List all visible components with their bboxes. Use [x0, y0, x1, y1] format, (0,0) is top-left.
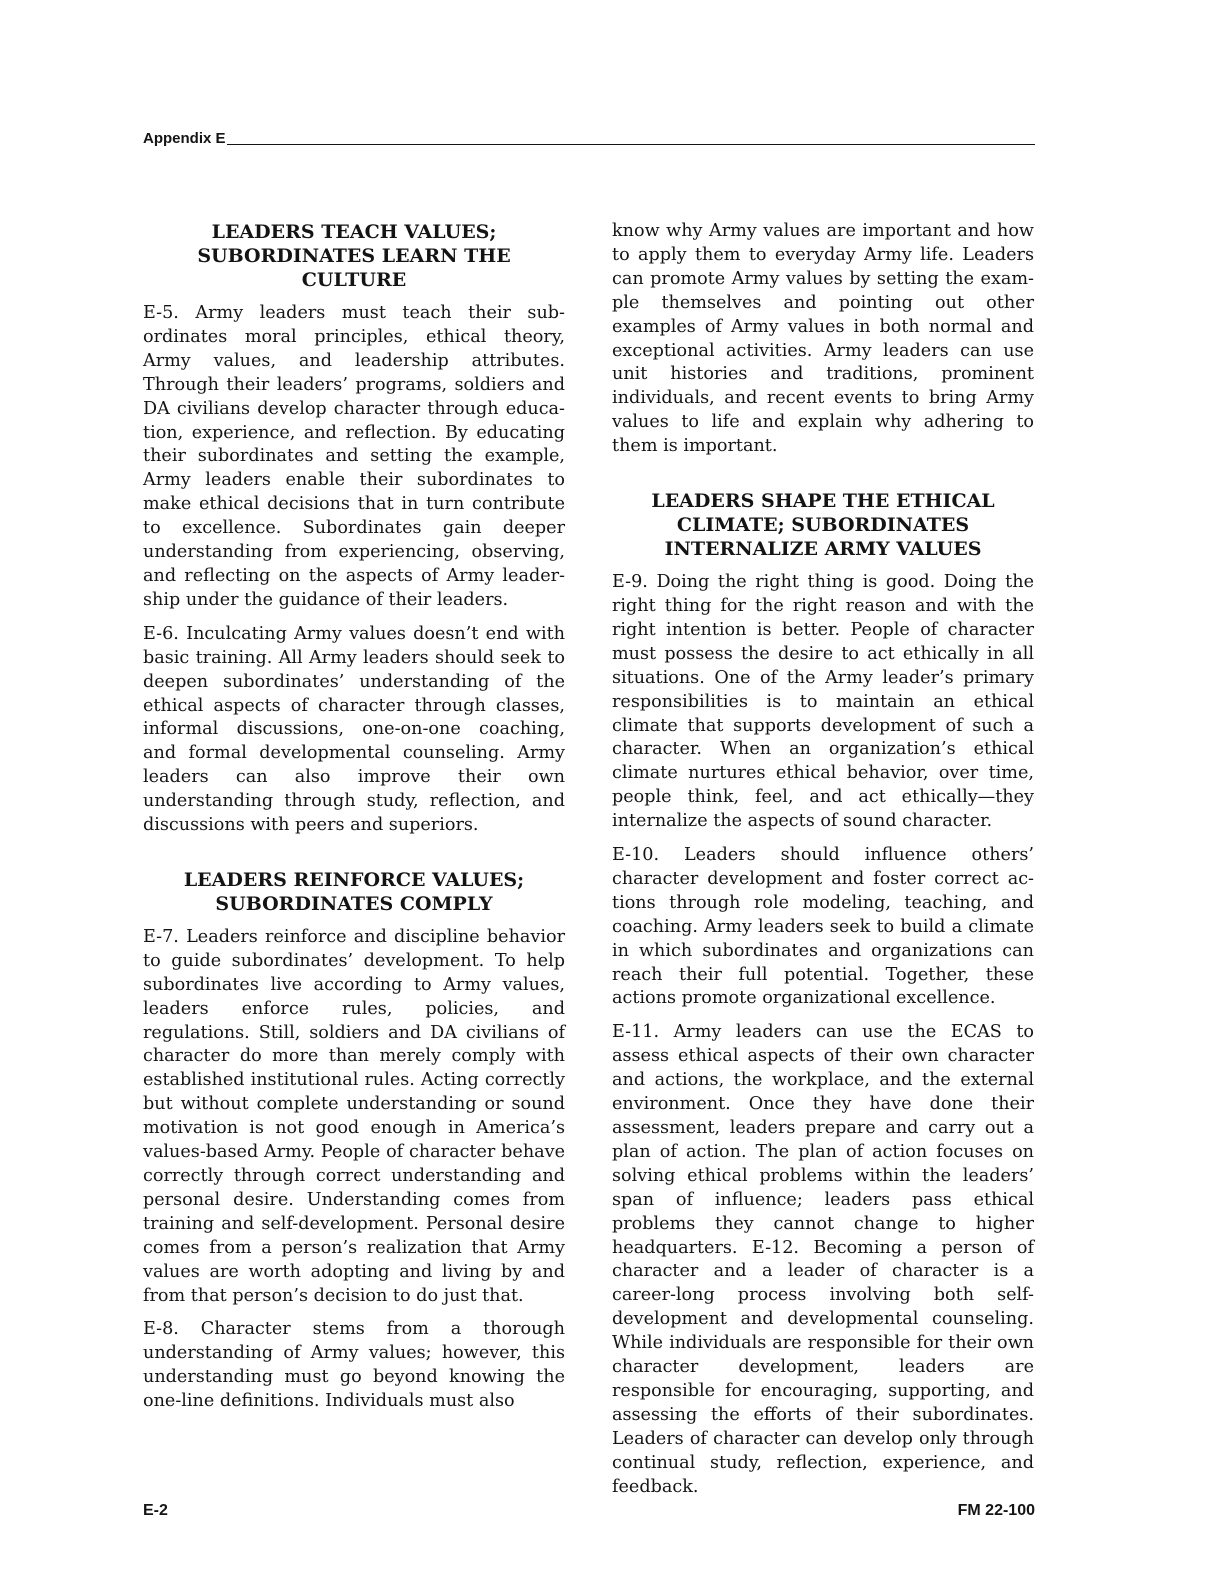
heading-line: CULTURE: [301, 269, 407, 291]
paragraph-e8: E-8. Character stems from a thorough understanding of Army values; however, this understanding must go beyond knowing the one-line definitions. Individuals must also: [143, 1319, 565, 1412]
page-number: E-2: [143, 1502, 168, 1519]
manual-id: FM 22-100: [957, 1502, 1035, 1519]
heading-line: INTERNALIZE ARMY VALUES: [664, 538, 982, 561]
paragraph-e6: E-6. Inculcating Army values doesn’t end with basic training. All Army leaders should seek to deepen subordinates’ understanding of the ethical aspects of character through classes, informal discussions, one-on-one coaching, and formal developmental counseling. Army leaders can also improve their own understanding through study, reflection, and discussions with peers and superiors.: [143, 623, 565, 836]
right-column: [612, 220, 1034, 1510]
left-column: [143, 220, 565, 1424]
appendix-label: Appendix E: [143, 130, 226, 147]
paragraph-e11: E-11. Army leaders can use the ECAS to assess ethical aspects of their own character and actions, the workplace, and the external environment. Once they have done their assessment, leaders prepare and carry out a plan of action. The plan of action focuses on solving ethical problems within the leaders’ span of influence; leaders pass ethical problems they cannot change to higher headquarters. E-12. Becoming a person of character and a leader of character is a career-long process involving both self-development and developmental counseling. While individuals are responsible for their own character development, leaders are responsible for encouraging, supporting, and assessing the efforts of their subordinates. Leaders of character can develop only through continual study, reflection, experience, and feedback.: [612, 1022, 1034, 1497]
page-footer: [143, 1502, 1035, 1522]
paragraph-e8-continued: know why Army values are important and how to apply them to everyday Army life. Leaders can promote Army values by setting the example themselves and pointing out other examples of Army values in both normal and exceptional activities. Army leaders can use unit histories and traditions, prominent individuals, and recent events to bring Army values to life and explain why adhering to them is important.: [612, 221, 1034, 457]
paragraph-e9: E-9. Doing the right thing is good. Doing the right thing for the right reason and with the right intention is better. People of character must possess the desire to act ethically in all situations. One of the Army leader’s primary responsibilities is to maintain an ethical climate that supports development of such a character. When an organization’s ethical climate nurtures ethical behavior, over time, people think, feel, and act ethically—they internalize the aspects of sound character.: [612, 572, 1034, 832]
paragraph-e10: E-10. Leaders should influence others’ character development and foster correct actions through role modeling, teaching, and coaching. Army leaders seek to build a climate in which subordinates and organizations can reach their full potential. Together, these actions promote organizational excellence.: [612, 845, 1034, 1009]
section-heading-ethical-climate: [612, 489, 1034, 561]
section-heading-teach-values: [143, 220, 565, 292]
paragraph-e5: E-5. Army leaders must teach their subordinates moral principles, ethical theory, Army values, and leadership attributes. Through their leaders’ programs, soldiers and DA civilians develop character through education, experience, and reflection. By educating their subordinates and setting the example, Army leaders enable their subordinates to make ethical decisions that in turn contribute to excellence. Subordinates gain deeper understanding from experiencing, observing, and reflecting on the aspects of Army leadership under the guidance of their leaders.: [143, 303, 565, 610]
paragraph-e7: E-7. Leaders reinforce and discipline behavior to guide subordinates’ development. To help subordinates live according to Army values, leaders enforce rules, policies, and regulations. Still, soldiers and DA civilians of character do more than merely comply with established institutional rules. Acting correctly but without complete understanding or sound motivation is not good enough in America’s values-based Army. People of character behave correctly through correct understanding and personal desire. Understanding comes from training and self-development. Personal desire comes from a person’s realization that Army values are worth adopting and living by and from that person’s decision to do just that.: [143, 926, 565, 1306]
heading-line: LEADERS SHAPE THE ETHICAL: [651, 490, 995, 513]
section-heading-reinforce-values: [143, 868, 565, 916]
heading-line: LEADERS REINFORCE VALUES;: [183, 868, 525, 891]
heading-line: SUBORDINATES COMPLY: [215, 892, 493, 915]
heading-line: LEADERS TEACH VALUES;: [211, 221, 497, 243]
header-rule: [227, 144, 1035, 145]
heading-line: SUBORDINATES LEARN THE: [197, 245, 511, 267]
page-header: [143, 122, 1035, 148]
heading-line: CLIMATE; SUBORDINATES: [676, 514, 970, 537]
